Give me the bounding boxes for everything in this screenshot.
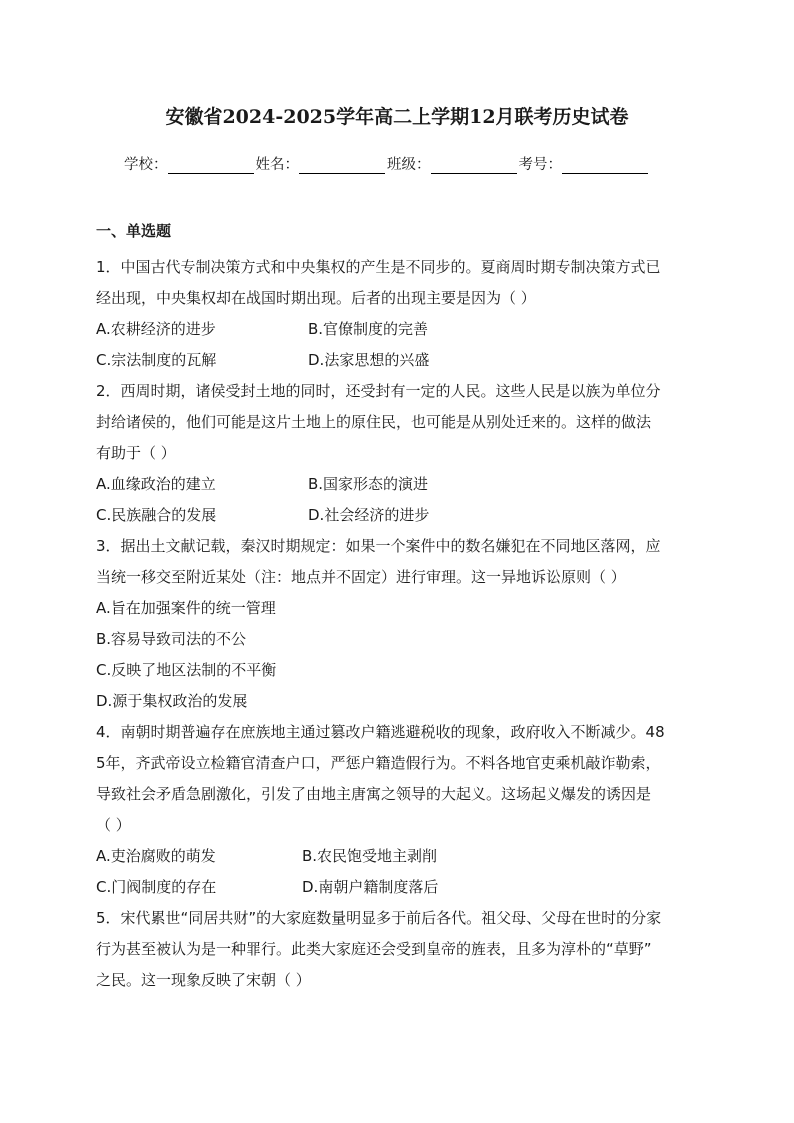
exam-number-blank[interactable]	[562, 157, 648, 174]
exam-number-label: 考号：	[518, 157, 562, 173]
option-row	[96, 841, 708, 872]
question-4	[96, 717, 708, 903]
school-blank[interactable]	[168, 157, 254, 174]
exam-title: 安徽省2024-2025学年高二上学期12月联考历史试卷	[165, 106, 629, 128]
question-3	[96, 531, 708, 717]
option-row	[96, 469, 708, 500]
option-c: C.反映了地区法制的不平衡	[96, 661, 277, 679]
option-c: C.民族融合的发展	[96, 506, 217, 524]
question-text-line: 行为甚至被认为是一种罪行。此类大家庭还会受到皇帝的旌表，且多为淳朴的“草野”	[96, 940, 652, 958]
name-label: 姓名：	[255, 157, 299, 173]
school-label: 学校：	[124, 157, 168, 173]
name-blank[interactable]	[299, 157, 385, 174]
option-c: C.宗法制度的瓦解	[96, 351, 217, 369]
question-text-line: 当统一移交至附近某处（注：地点并不固定）进行审理。这一异地诉讼原则（ ）	[96, 568, 626, 586]
exam-number-field	[519, 153, 651, 174]
question-text-line: 4．南朝时期普遍存在庶族地主通过篡改户籍逃避税收的现象，政府收入不断减少。48	[96, 723, 665, 741]
question-text-line: 经出现，中央集权却在战国时期出现。后者的出现主要是因为（ ）	[96, 289, 536, 307]
option-b: B.农民饱受地主剥削	[302, 847, 438, 865]
class-field	[387, 153, 519, 174]
student-info-row	[124, 153, 650, 174]
option-row	[96, 314, 708, 345]
question-text-line: 3．据出土文献记载，秦汉时期规定：如果一个案件中的数名嫌犯在不同地区落网，应	[96, 537, 661, 555]
class-blank[interactable]	[431, 157, 517, 174]
school-field	[124, 153, 256, 174]
option-a: A.农耕经济的进步	[96, 320, 216, 338]
question-text-line: （ ）	[96, 816, 131, 834]
option-b: B.官僚制度的完善	[308, 320, 429, 338]
question-text-line: 之民。这一现象反映了宋朝（ ）	[96, 971, 311, 989]
question-2	[96, 376, 708, 531]
question-text-line: 导致社会矛盾急剧激化，引发了由地主唐寓之领导的大起义。这场起义爆发的诱因是	[96, 785, 652, 803]
option-b: B.容易导致司法的不公	[96, 630, 247, 648]
question-1	[96, 252, 708, 376]
option-b: B.国家形态的演进	[308, 475, 429, 493]
question-text-line: 封给诸侯的，他们可能是这片土地上的原住民，也可能是从别处迁来的。这样的做法	[96, 413, 652, 431]
question-text-line: 有助于（ ）	[96, 444, 176, 462]
option-row	[96, 872, 708, 903]
option-a: A.血缘政治的建立	[96, 475, 216, 493]
name-field	[256, 153, 388, 174]
class-label: 班级：	[387, 157, 431, 173]
option-a: A.旨在加强案件的统一管理	[96, 599, 276, 617]
question-text-line: 1．中国古代专制决策方式和中央集权的产生是不同步的。夏商周时期专制决策方式已	[96, 258, 661, 276]
question-5	[96, 903, 708, 996]
question-text-line: 2．西周时期，诸侯受封土地的同时，还受封有一定的人民。这些人民是以族为单位分	[96, 382, 661, 400]
questions-body	[96, 252, 708, 996]
option-d: D.南朝户籍制度落后	[302, 878, 439, 896]
option-a: A.吏治腐败的萌发	[96, 847, 216, 865]
option-row	[96, 500, 708, 531]
question-text-line: 5年，齐武帝设立检籍官清查户口，严惩户籍造假行为。不料各地官吏乘机敲诈勒索，	[96, 754, 661, 772]
option-d: D.社会经济的进步	[308, 506, 430, 524]
option-c: C.门阀制度的存在	[96, 878, 217, 896]
option-d: D.法家思想的兴盛	[308, 351, 430, 369]
option-d: D.源于集权政治的发展	[96, 692, 248, 710]
section-heading: 一、单选题	[96, 222, 172, 240]
question-text-line: 5．宋代累世“同居共财”的大家庭数量明显多于前后各代。祖父母、父母在世时的分家	[96, 909, 662, 927]
option-row	[96, 345, 708, 376]
